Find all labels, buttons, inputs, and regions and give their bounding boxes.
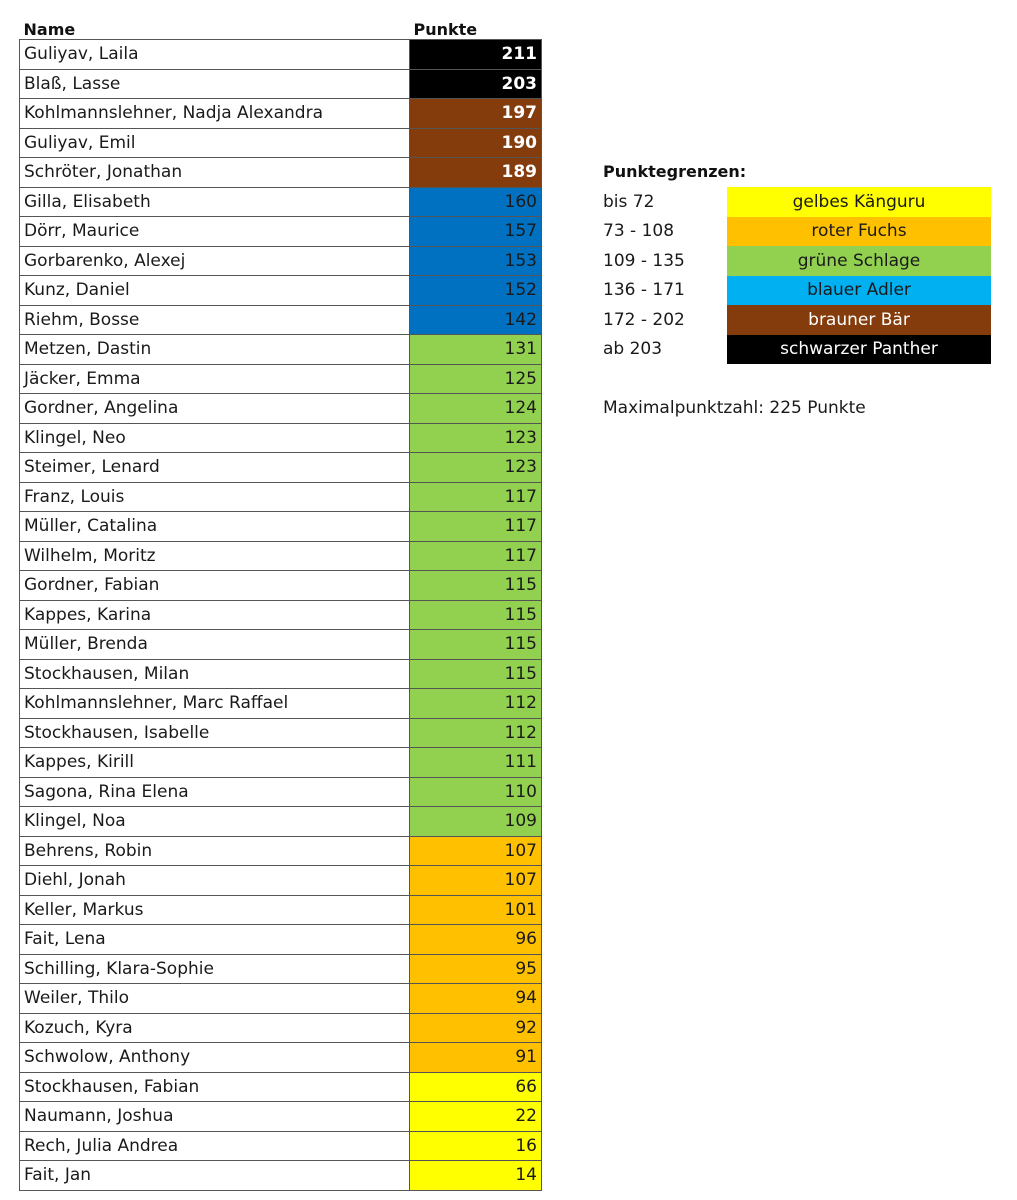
table-row xyxy=(20,128,542,158)
table-row xyxy=(20,99,542,129)
participant-points: 125 xyxy=(410,364,542,394)
participant-points: 101 xyxy=(410,895,542,925)
points-legend xyxy=(601,187,991,364)
participant-name: Stockhausen, Isabelle xyxy=(20,718,410,748)
participant-name: Sagona, Rina Elena xyxy=(20,777,410,807)
participant-points: 160 xyxy=(410,187,542,217)
table-row xyxy=(20,335,542,365)
legend-body xyxy=(601,187,991,364)
participant-name: Franz, Louis xyxy=(20,482,410,512)
participant-name: Klingel, Noa xyxy=(20,807,410,837)
table-row xyxy=(20,895,542,925)
participant-points: 94 xyxy=(410,984,542,1014)
legend-category: schwarzer Panther xyxy=(727,335,991,365)
table-row xyxy=(20,659,542,689)
participant-name: Behrens, Robin xyxy=(20,836,410,866)
table-row xyxy=(20,246,542,276)
participant-name: Kohlmannslehner, Marc Raffael xyxy=(20,689,410,719)
table-row xyxy=(20,571,542,601)
participant-name: Gorbarenko, Alexej xyxy=(20,246,410,276)
legend-category: gelbes Känguru xyxy=(727,187,991,217)
participant-points: 110 xyxy=(410,777,542,807)
participant-points: 157 xyxy=(410,217,542,247)
participant-points: 22 xyxy=(410,1102,542,1132)
participant-points: 142 xyxy=(410,305,542,335)
participant-name: Kappes, Kirill xyxy=(20,748,410,778)
table-row xyxy=(20,866,542,896)
participant-points: 95 xyxy=(410,954,542,984)
table-row xyxy=(20,984,542,1014)
participant-name: Diehl, Jonah xyxy=(20,866,410,896)
participant-points: 115 xyxy=(410,659,542,689)
table-row xyxy=(20,807,542,837)
participant-name: Gordner, Angelina xyxy=(20,394,410,424)
table-row xyxy=(20,630,542,660)
table-row xyxy=(20,69,542,99)
participant-points: 197 xyxy=(410,99,542,129)
participant-points: 211 xyxy=(410,40,542,70)
participant-name: Schilling, Klara-Sophie xyxy=(20,954,410,984)
participant-points: 124 xyxy=(410,394,542,424)
table-row xyxy=(20,541,542,571)
legend-row xyxy=(601,187,991,217)
participant-points: 66 xyxy=(410,1072,542,1102)
legend-title: Punktegrenzen: xyxy=(603,162,747,181)
participant-name: Blaß, Lasse xyxy=(20,69,410,99)
participant-points: 96 xyxy=(410,925,542,955)
legend-category: blauer Adler xyxy=(727,276,991,306)
participant-points: 203 xyxy=(410,69,542,99)
participant-points: 14 xyxy=(410,1161,542,1191)
participant-name: Fait, Jan xyxy=(20,1161,410,1191)
participant-name: Schwolow, Anthony xyxy=(20,1043,410,1073)
table-row xyxy=(20,748,542,778)
participant-name: Wilhelm, Moritz xyxy=(20,541,410,571)
legend-range: 136 - 171 xyxy=(603,280,685,301)
participant-name: Kozuch, Kyra xyxy=(20,1013,410,1043)
column-header-points: Punkte xyxy=(413,20,478,39)
participant-points: 190 xyxy=(410,128,542,158)
participant-points: 112 xyxy=(410,718,542,748)
table-row xyxy=(20,512,542,542)
column-header-name: Name xyxy=(23,20,76,39)
participant-points: 16 xyxy=(410,1131,542,1161)
legend-category: grüne Schlage xyxy=(727,246,991,276)
participant-points: 112 xyxy=(410,689,542,719)
table-row xyxy=(20,836,542,866)
participant-name: Keller, Markus xyxy=(20,895,410,925)
participant-points: 117 xyxy=(410,482,542,512)
legend-row xyxy=(601,305,991,335)
participant-name: Gilla, Elisabeth xyxy=(20,187,410,217)
participant-name: Kunz, Daniel xyxy=(20,276,410,306)
table-row xyxy=(20,158,542,188)
legend-row xyxy=(601,276,991,306)
participant-points: 92 xyxy=(410,1013,542,1043)
participant-name: Naumann, Joshua xyxy=(20,1102,410,1132)
participant-name: Stockhausen, Fabian xyxy=(20,1072,410,1102)
legend-range: 109 - 135 xyxy=(603,250,685,271)
legend-range: 73 - 108 xyxy=(603,221,675,242)
participant-name: Guliyav, Emil xyxy=(20,128,410,158)
participant-name: Dörr, Maurice xyxy=(20,217,410,247)
participant-points: 107 xyxy=(410,866,542,896)
legend-range: bis 72 xyxy=(603,191,655,212)
participant-name: Müller, Catalina xyxy=(20,512,410,542)
participant-points: 153 xyxy=(410,246,542,276)
participant-name: Klingel, Neo xyxy=(20,423,410,453)
table-row xyxy=(20,954,542,984)
table-row xyxy=(20,305,542,335)
participant-points: 109 xyxy=(410,807,542,837)
table-row xyxy=(20,423,542,453)
table-row xyxy=(20,718,542,748)
participant-points: 152 xyxy=(410,276,542,306)
table-header-row xyxy=(20,15,542,40)
participant-name: Rech, Julia Andrea xyxy=(20,1131,410,1161)
table-row xyxy=(20,1043,542,1073)
participant-points: 91 xyxy=(410,1043,542,1073)
legend-row xyxy=(601,246,991,276)
legend-row xyxy=(601,217,991,247)
table-row xyxy=(20,925,542,955)
participant-name: Gordner, Fabian xyxy=(20,571,410,601)
participant-points: 111 xyxy=(410,748,542,778)
participant-points: 131 xyxy=(410,335,542,365)
participant-name: Schröter, Jonathan xyxy=(20,158,410,188)
table-row xyxy=(20,1013,542,1043)
legend-range: ab 203 xyxy=(603,339,663,360)
table-row xyxy=(20,1131,542,1161)
table-row xyxy=(20,276,542,306)
table-row xyxy=(20,482,542,512)
participant-name: Weiler, Thilo xyxy=(20,984,410,1014)
table-row xyxy=(20,187,542,217)
table-row xyxy=(20,394,542,424)
table-row xyxy=(20,600,542,630)
participant-name: Riehm, Bosse xyxy=(20,305,410,335)
table-row xyxy=(20,40,542,70)
table-row xyxy=(20,453,542,483)
participant-points: 189 xyxy=(410,158,542,188)
participant-name: Guliyav, Laila xyxy=(20,40,410,70)
participant-name: Jäcker, Emma xyxy=(20,364,410,394)
participant-points: 115 xyxy=(410,630,542,660)
legend-range: 172 - 202 xyxy=(603,309,685,330)
participant-points: 123 xyxy=(410,423,542,453)
participant-points: 115 xyxy=(410,571,542,601)
table-row xyxy=(20,689,542,719)
participant-points: 107 xyxy=(410,836,542,866)
participant-name: Kohlmannslehner, Nadja Alexandra xyxy=(20,99,410,129)
score-table xyxy=(19,15,542,1191)
participant-name: Metzen, Dastin xyxy=(20,335,410,365)
participant-name: Fait, Lena xyxy=(20,925,410,955)
legend-category: roter Fuchs xyxy=(727,217,991,247)
participant-name: Steimer, Lenard xyxy=(20,453,410,483)
table-row xyxy=(20,777,542,807)
table-row xyxy=(20,1102,542,1132)
legend-category: brauner Bär xyxy=(727,305,991,335)
participant-name: Müller, Brenda xyxy=(20,630,410,660)
participant-name: Kappes, Karina xyxy=(20,600,410,630)
table-row xyxy=(20,217,542,247)
participant-points: 123 xyxy=(410,453,542,483)
table-row xyxy=(20,1072,542,1102)
participant-points: 117 xyxy=(410,541,542,571)
participant-name: Stockhausen, Milan xyxy=(20,659,410,689)
table-row xyxy=(20,364,542,394)
legend-row xyxy=(601,335,991,365)
participant-points: 115 xyxy=(410,600,542,630)
participant-points: 117 xyxy=(410,512,542,542)
score-table-body xyxy=(20,40,542,1191)
table-row xyxy=(20,1161,542,1191)
max-points-note: Maximalpunktzahl: 225 Punkte xyxy=(603,398,866,418)
